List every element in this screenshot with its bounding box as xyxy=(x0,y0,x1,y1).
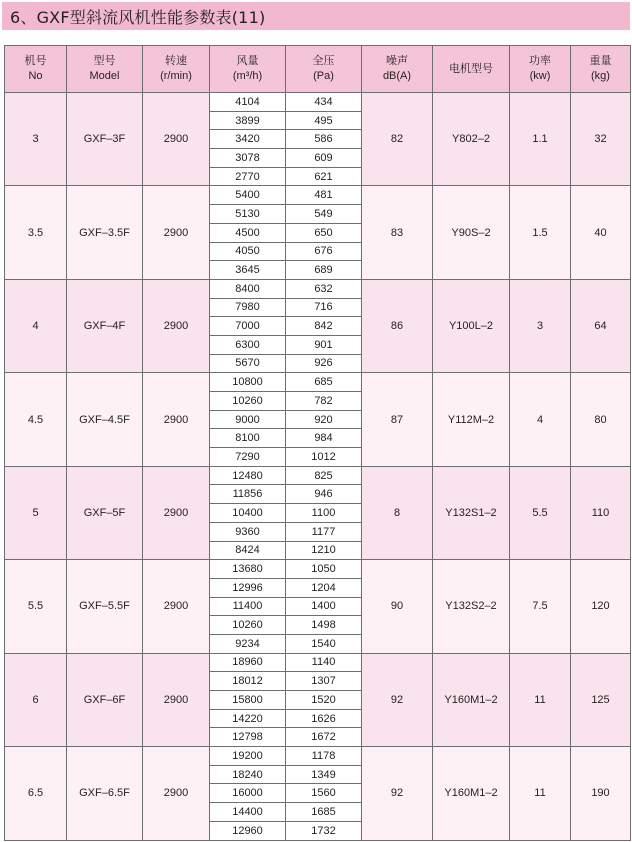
cell-motor: Y90S–2 xyxy=(433,186,510,279)
table-row xyxy=(5,279,631,298)
cell-flow: 13680 xyxy=(210,560,286,579)
cell-flow: 5670 xyxy=(210,354,286,373)
cell-speed: 2900 xyxy=(143,747,210,840)
table-row xyxy=(5,93,631,112)
header-weight: 重量 (kg) xyxy=(571,46,631,93)
cell-speed: 2900 xyxy=(143,373,210,466)
cell-motor: Y132S2–2 xyxy=(433,560,510,653)
table-row xyxy=(5,373,631,392)
cell-pressure: 1100 xyxy=(286,504,362,523)
table-row xyxy=(5,747,631,766)
cell-no: 3.5 xyxy=(5,186,67,279)
cell-model: GXF–4.5F xyxy=(67,373,143,466)
cell-flow: 7980 xyxy=(210,298,286,317)
cell-pressure: 586 xyxy=(286,130,362,149)
table-row xyxy=(5,653,631,672)
cell-motor: Y160M1–2 xyxy=(433,747,510,840)
cell-pressure: 1400 xyxy=(286,597,362,616)
cell-weight: 32 xyxy=(571,93,631,186)
cell-flow: 3420 xyxy=(210,130,286,149)
performance-table xyxy=(4,45,631,841)
cell-noise: 8 xyxy=(362,466,433,559)
cell-speed: 2900 xyxy=(143,653,210,746)
cell-weight: 40 xyxy=(571,186,631,279)
cell-model: GXF–5.5F xyxy=(67,560,143,653)
cell-flow: 10800 xyxy=(210,373,286,392)
cell-no: 4.5 xyxy=(5,373,67,466)
cell-power: 7.5 xyxy=(510,560,571,653)
cell-motor: Y100L–2 xyxy=(433,279,510,372)
cell-flow: 8400 xyxy=(210,279,286,298)
cell-flow: 5130 xyxy=(210,205,286,224)
cell-pressure: 926 xyxy=(286,354,362,373)
table-header-row xyxy=(5,46,631,93)
cell-flow: 11856 xyxy=(210,485,286,504)
cell-flow: 14220 xyxy=(210,709,286,728)
cell-flow: 12960 xyxy=(210,821,286,840)
cell-pressure: 495 xyxy=(286,111,362,130)
cell-pressure: 549 xyxy=(286,205,362,224)
cell-pressure: 1140 xyxy=(286,653,362,672)
cell-pressure: 1204 xyxy=(286,578,362,597)
cell-flow: 4050 xyxy=(210,242,286,261)
cell-speed: 2900 xyxy=(143,560,210,653)
cell-pressure: 1520 xyxy=(286,691,362,710)
cell-flow: 9360 xyxy=(210,522,286,541)
cell-flow: 12480 xyxy=(210,466,286,485)
cell-motor: Y160M1–2 xyxy=(433,653,510,746)
cell-pressure: 1012 xyxy=(286,448,362,467)
cell-flow: 6300 xyxy=(210,335,286,354)
cell-pressure: 842 xyxy=(286,317,362,336)
cell-flow: 3078 xyxy=(210,149,286,168)
cell-power: 1.1 xyxy=(510,93,571,186)
cell-pressure: 632 xyxy=(286,279,362,298)
cell-flow: 11400 xyxy=(210,597,286,616)
header-speed: 转速 (r/min) xyxy=(143,46,210,93)
cell-pressure: 689 xyxy=(286,261,362,280)
cell-flow: 7290 xyxy=(210,448,286,467)
cell-noise: 86 xyxy=(362,279,433,372)
cell-pressure: 1349 xyxy=(286,765,362,784)
cell-pressure: 946 xyxy=(286,485,362,504)
cell-model: GXF–6.5F xyxy=(67,747,143,840)
cell-pressure: 621 xyxy=(286,167,362,186)
cell-flow: 10260 xyxy=(210,616,286,635)
cell-flow: 8424 xyxy=(210,541,286,560)
cell-flow: 12996 xyxy=(210,578,286,597)
cell-pressure: 1685 xyxy=(286,803,362,822)
cell-motor: Y112M–2 xyxy=(433,373,510,466)
title-bar xyxy=(2,2,630,30)
page-title: 6、GXF型斜流风机性能参数表(11) xyxy=(10,7,266,27)
cell-noise: 92 xyxy=(362,653,433,746)
cell-power: 3 xyxy=(510,279,571,372)
cell-speed: 2900 xyxy=(143,186,210,279)
cell-flow: 14400 xyxy=(210,803,286,822)
cell-no: 3 xyxy=(5,93,67,186)
cell-pressure: 609 xyxy=(286,149,362,168)
cell-pressure: 1177 xyxy=(286,522,362,541)
cell-noise: 92 xyxy=(362,747,433,840)
cell-model: GXF–3F xyxy=(67,93,143,186)
cell-pressure: 650 xyxy=(286,223,362,242)
cell-flow: 3645 xyxy=(210,261,286,280)
cell-flow: 18012 xyxy=(210,672,286,691)
table-row xyxy=(5,186,631,205)
cell-pressure: 716 xyxy=(286,298,362,317)
cell-motor: Y132S1–2 xyxy=(433,466,510,559)
cell-noise: 82 xyxy=(362,93,433,186)
cell-pressure: 434 xyxy=(286,93,362,112)
cell-speed: 2900 xyxy=(143,466,210,559)
cell-flow: 7000 xyxy=(210,317,286,336)
cell-noise: 87 xyxy=(362,373,433,466)
cell-pressure: 685 xyxy=(286,373,362,392)
cell-flow: 8100 xyxy=(210,429,286,448)
cell-speed: 2900 xyxy=(143,93,210,186)
cell-pressure: 782 xyxy=(286,392,362,411)
table-row xyxy=(5,466,631,485)
header-flow: 风量 (m³/h) xyxy=(210,46,286,93)
cell-flow: 2770 xyxy=(210,167,286,186)
cell-flow: 9234 xyxy=(210,634,286,653)
cell-weight: 120 xyxy=(571,560,631,653)
cell-pressure: 1540 xyxy=(286,634,362,653)
cell-power: 1.5 xyxy=(510,186,571,279)
cell-pressure: 1560 xyxy=(286,784,362,803)
table-row xyxy=(5,560,631,579)
cell-motor: Y802–2 xyxy=(433,93,510,186)
cell-pressure: 481 xyxy=(286,186,362,205)
cell-power: 5.5 xyxy=(510,466,571,559)
cell-speed: 2900 xyxy=(143,279,210,372)
cell-flow: 19200 xyxy=(210,747,286,766)
cell-weight: 125 xyxy=(571,653,631,746)
cell-flow: 4104 xyxy=(210,93,286,112)
header-noise: 噪声 dB(A) xyxy=(362,46,433,93)
cell-no: 4 xyxy=(5,279,67,372)
header-power: 功率 (kw) xyxy=(510,46,571,93)
cell-flow: 3899 xyxy=(210,111,286,130)
cell-pressure: 1732 xyxy=(286,821,362,840)
cell-flow: 10260 xyxy=(210,392,286,411)
cell-weight: 80 xyxy=(571,373,631,466)
cell-power: 4 xyxy=(510,373,571,466)
cell-no: 6 xyxy=(5,653,67,746)
cell-flow: 9000 xyxy=(210,410,286,429)
cell-pressure: 825 xyxy=(286,466,362,485)
cell-pressure: 984 xyxy=(286,429,362,448)
cell-model: GXF–5F xyxy=(67,466,143,559)
cell-pressure: 676 xyxy=(286,242,362,261)
cell-noise: 90 xyxy=(362,560,433,653)
cell-power: 11 xyxy=(510,653,571,746)
cell-pressure: 1498 xyxy=(286,616,362,635)
cell-flow: 12798 xyxy=(210,728,286,747)
header-model: 型号 Model xyxy=(67,46,143,93)
cell-pressure: 1050 xyxy=(286,560,362,579)
header-no: 机号 No xyxy=(5,46,67,93)
cell-pressure: 920 xyxy=(286,410,362,429)
cell-weight: 64 xyxy=(571,279,631,372)
cell-pressure: 1307 xyxy=(286,672,362,691)
cell-pressure: 901 xyxy=(286,335,362,354)
cell-no: 5 xyxy=(5,466,67,559)
header-pressure: 全压 (Pa) xyxy=(286,46,362,93)
header-motor: 电机型号 xyxy=(433,46,510,93)
cell-flow: 4500 xyxy=(210,223,286,242)
cell-flow: 18960 xyxy=(210,653,286,672)
cell-pressure: 1210 xyxy=(286,541,362,560)
cell-no: 6.5 xyxy=(5,747,67,840)
cell-model: GXF–6F xyxy=(67,653,143,746)
table-body xyxy=(5,93,631,841)
cell-model: GXF–4F xyxy=(67,279,143,372)
cell-flow: 16000 xyxy=(210,784,286,803)
cell-flow: 18240 xyxy=(210,765,286,784)
cell-flow: 15800 xyxy=(210,691,286,710)
cell-pressure: 1626 xyxy=(286,709,362,728)
cell-model: GXF–3.5F xyxy=(67,186,143,279)
cell-flow: 5400 xyxy=(210,186,286,205)
cell-noise: 83 xyxy=(362,186,433,279)
cell-power: 11 xyxy=(510,747,571,840)
cell-no: 5.5 xyxy=(5,560,67,653)
cell-weight: 110 xyxy=(571,466,631,559)
cell-weight: 190 xyxy=(571,747,631,840)
cell-flow: 10400 xyxy=(210,504,286,523)
cell-pressure: 1178 xyxy=(286,747,362,766)
cell-pressure: 1672 xyxy=(286,728,362,747)
